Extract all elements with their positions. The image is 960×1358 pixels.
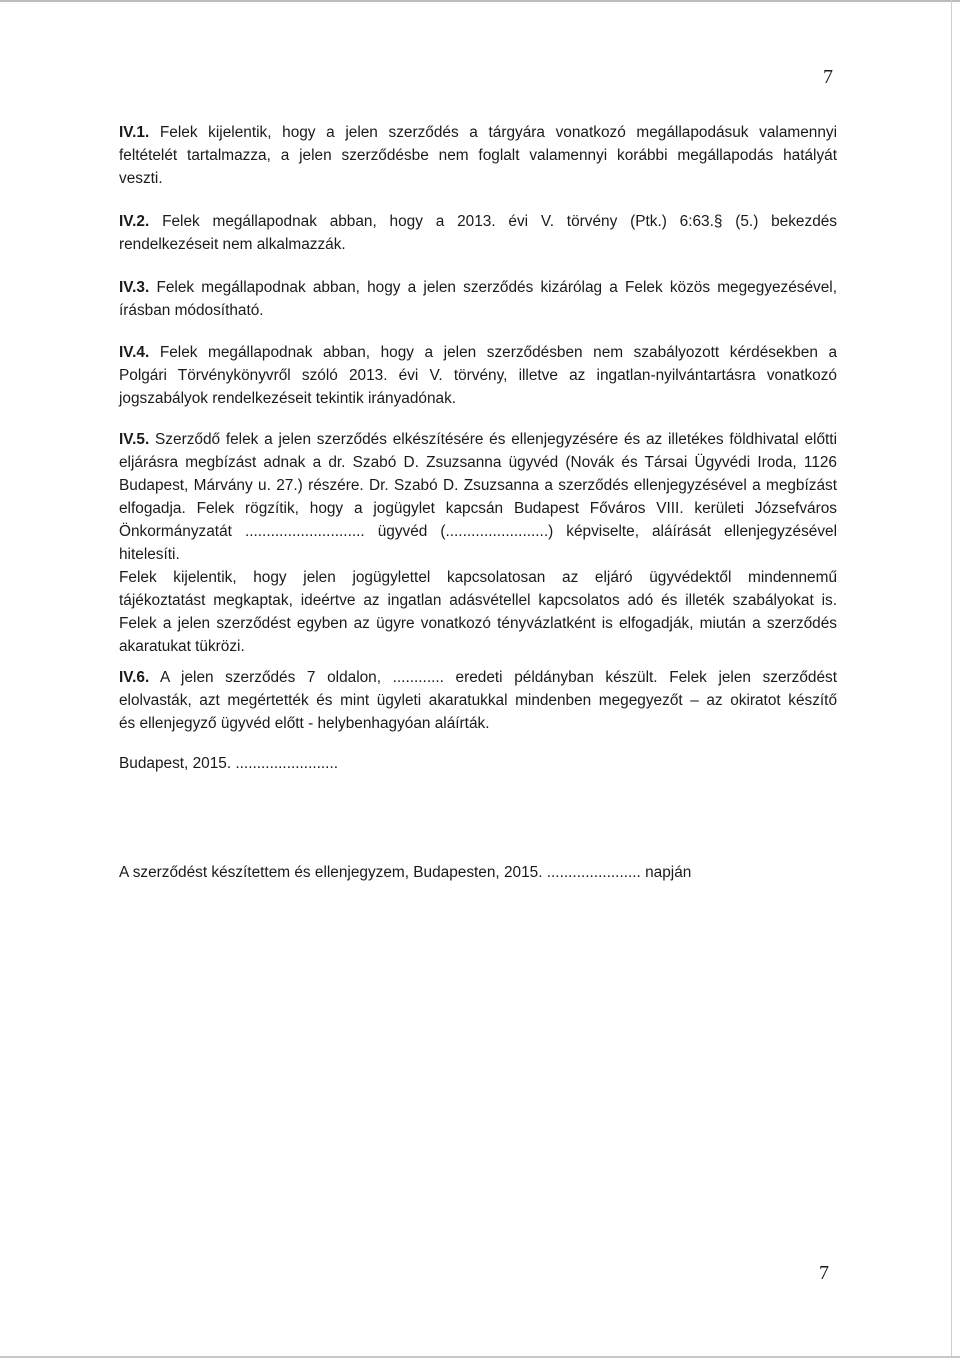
scan-edge-top <box>0 0 960 2</box>
section-text-line: feltételét tartalmazza, a jelen szerződésbe nem foglalt valamennyi korábbi megállapodás hatályát <box>119 147 837 164</box>
section-text-line: elfogadja. Felek rögzítik, hogy a jogügylet kapcsán Budapest Főváros VIII. kerületi Józsefváros <box>119 500 837 517</box>
closing-statement <box>119 861 837 884</box>
section-text-line: Felek kijelentik, hogy a jelen szerződés a tárgyára vonatkozó megállapodásuk valamennyi <box>159 124 838 141</box>
section-number: IV.1. <box>119 124 150 141</box>
section-text-line: jogszabályok rendelkezéseit tekintik irányadónak. <box>119 390 457 407</box>
section-number: IV.4. <box>119 344 150 361</box>
section-text-line: elolvasták, azt megértették és mint ügyleti akaratukkal mindenben megegyezőt – az okiratot készítő <box>119 692 837 709</box>
section-text-line: eljárásra megbízást adnak a dr. Szabó D. Zsuzsanna ügyvéd (Novák és Társai Ügyvédi Iroda, 1126 <box>119 454 837 471</box>
section-text-line: Felek megállapodnak abban, hogy a jelen szerződésben nem szabályozott kérdésekben a <box>159 344 838 361</box>
section-iv-2 <box>119 210 837 256</box>
section-text-line: Felek a jelen szerződést egyben az ügyre vonatkozó tényvázlatként is elfogadják, miután a szerződés <box>119 615 837 632</box>
section-number: IV.3. <box>119 279 150 296</box>
section-text-line: akaratukat tükrözi. <box>119 638 245 655</box>
section-text-line: rendelkezéseit nem alkalmazzák. <box>119 236 346 253</box>
section-text-line: hitelesíti. <box>119 546 180 563</box>
section-text-line: veszti. <box>119 170 163 187</box>
section-text-line: Önkormányzatát ............................ ügyvéd (........................) képviselte, aláírását ellenjegyzésével <box>119 523 837 540</box>
page-number-bottom: 7 <box>819 1262 829 1284</box>
section-text-line: Polgári Törvénykönyvről szóló 2013. évi V. törvény, illetve az ingatlan-nyilvántartásra vonatkozó <box>119 367 837 384</box>
section-text-line: Felek kijelentik, hogy jelen jogügylettel kapcsolatosan az eljáró ügyvédektől mindennemű <box>119 569 837 586</box>
place-date-text: Budapest, 2015. ........................ <box>119 755 339 772</box>
section-iv-5 <box>119 428 837 658</box>
section-iv-3 <box>119 276 837 322</box>
section-number: IV.2. <box>119 213 150 230</box>
place-date-line <box>119 752 837 775</box>
section-iv-6 <box>119 666 837 735</box>
section-number: IV.5. <box>119 431 150 448</box>
section-text-line: Felek megállapodnak abban, hogy a jelen szerződés kizárólag a Felek közös megegyezésével, <box>156 279 838 296</box>
section-iv-1 <box>119 121 837 190</box>
section-text-line: írásban módosítható. <box>119 302 264 319</box>
section-number: IV.6. <box>119 669 150 686</box>
section-text-line: tájékoztatást megkaptak, ideértve az ingatlan adásvétellel kapcsolatos adó és illeték szabályokat is. <box>119 592 837 609</box>
section-text-line: és ellenjegyző ügyvéd előtt - helybenhagyóan aláírták. <box>119 715 490 732</box>
section-text-line: Szerződő felek a jelen szerződés elkészítésére és ellenjegyzésére és az illetékes földhivatal előtti <box>155 431 837 448</box>
section-text-line: Felek megállapodnak abban, hogy a 2013. évi V. törvény (Ptk.) 6:63.§ (5.) bekezdés <box>162 213 838 230</box>
page-number-top: 7 <box>823 66 833 88</box>
section-text-line: A jelen szerződés 7 oldalon, ............ eredeti példányban készült. Felek jelen szerződést <box>160 669 837 686</box>
closing-text: A szerződést készítettem és ellenjegyzem, Budapesten, 2015. ...................... napján <box>119 864 692 881</box>
section-iv-4 <box>119 341 837 410</box>
scan-edge-right <box>951 0 952 1358</box>
section-text-line: Budapest, Márvány u. 27.) részére. Dr. Szabó D. Zsuzsanna a szerződés ellenjegyzésével a megbízást <box>119 477 837 494</box>
